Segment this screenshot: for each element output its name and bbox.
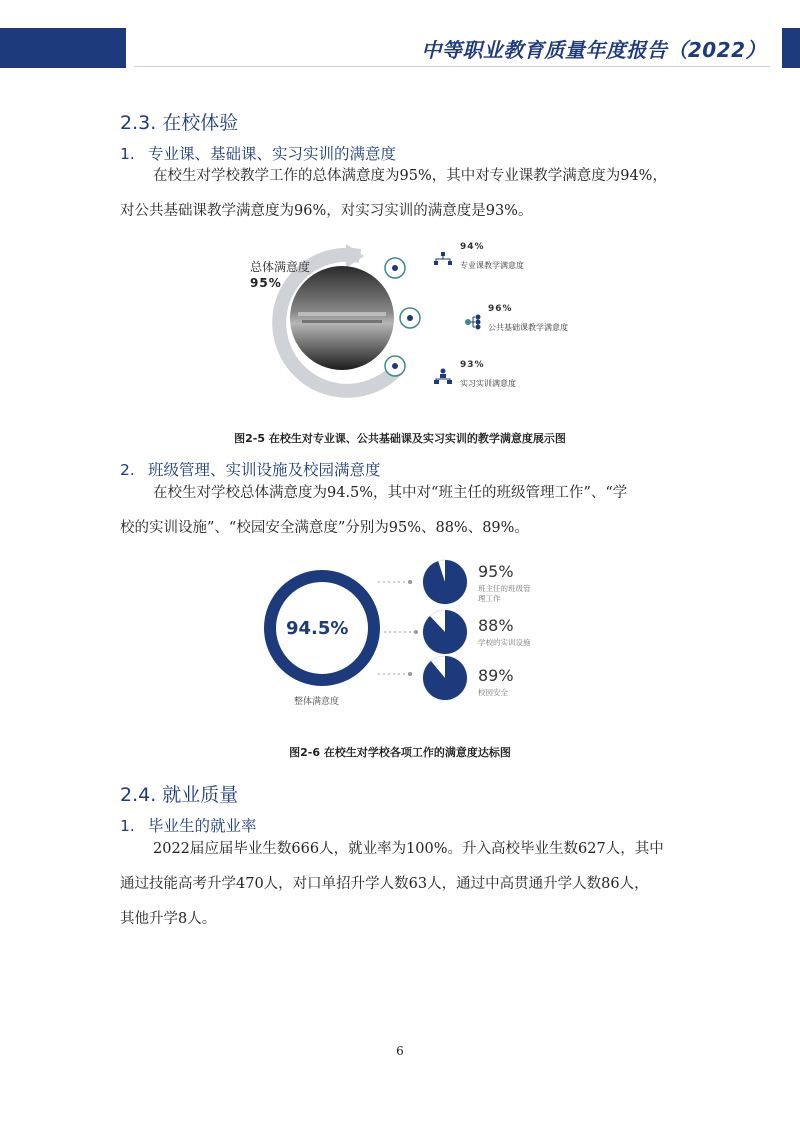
paragraph-line: 在校生对学校教学工作的总体满意度为95%，其中对专业课教学满意度为94%， [153, 168, 667, 184]
paragraph-employment [120, 832, 688, 937]
item-label-line: 理工作 [478, 594, 501, 603]
paragraph-line: 2022届应届毕业生数666人，就业率为100%。升入高校毕业生数627人，其中 [153, 841, 664, 857]
item-pct: 96% [488, 304, 513, 314]
overall-percent: 94.5% [286, 618, 349, 639]
subsection-title: 班级管理、实训设施及校园满意度 [148, 461, 381, 479]
overall-satisfaction-label: 总体满意度 [250, 260, 311, 274]
item-percent: 88% [478, 616, 514, 635]
subsection-title: 毕业生的就业率 [148, 817, 257, 835]
page-number: 6 [396, 1044, 404, 1058]
branch-icon [464, 314, 482, 333]
figure-2-6 [260, 548, 550, 718]
paragraph-line: 在校生对学校总体满意度为94.5%，其中对“班主任的班级管理工作”、“学 [153, 485, 628, 501]
overall-satisfaction-value: 95% [250, 276, 282, 290]
item-label: 公共基础课教学满意度 [488, 323, 568, 332]
item-label-line: 学校的实训设施 [478, 638, 531, 647]
pie-slice [423, 610, 467, 654]
paragraph-line: 通过技能高考升学470人，对口单招升学人数63人，通过中高贯通升学人数86人， [120, 876, 649, 892]
classroom-photo [290, 266, 394, 370]
item-label [478, 688, 508, 698]
item-label: 专业课教学满意度 [460, 261, 524, 270]
person-org-icon [434, 368, 452, 387]
subsection-number: 2. [120, 461, 135, 479]
subsection-number: 1. [120, 145, 135, 163]
header-divider [134, 66, 770, 67]
item-label-line: 校园安全 [478, 688, 508, 697]
header-accent-bar-right [782, 28, 800, 68]
item-pct: 93% [460, 360, 485, 370]
report-header-title: 中等职业教育质量年度报告（2022） [421, 38, 766, 62]
subsection-number: 1. [120, 817, 135, 835]
item-label [478, 638, 531, 648]
paragraph-line: 其他升学8人。 [120, 911, 217, 927]
section-heading-2-4: 2.4. 就业质量 [120, 784, 239, 806]
item-label-line: 班主任的班级管 [478, 584, 531, 593]
paragraph-line: 校的实训设施”、“校园安全满意度”分别为95%、88%、89%。 [120, 520, 529, 536]
figure-2-5 [240, 238, 580, 398]
header-accent-bar-left [0, 28, 126, 68]
paragraph-class-satisfaction [120, 476, 688, 546]
item-label [478, 584, 531, 604]
pie-slice [423, 560, 467, 604]
pie-slice [423, 656, 467, 700]
paragraph-teaching-satisfaction [120, 159, 688, 229]
paragraph-line: 对公共基础课教学满意度为96%，对实习实训的满意度是93%。 [120, 203, 533, 219]
section-heading-2-3: 2.3. 在校体验 [120, 112, 239, 134]
figure-2-5-caption: 图2-5 在校生对专业课、公共基础课及实习实训的教学满意度展示图 [234, 432, 566, 445]
item-label: 实习实训满意度 [460, 379, 516, 388]
item-percent: 89% [478, 666, 514, 685]
figure-2-6-caption: 图2-6 在校生对学校各项工作的满意度达标图 [289, 746, 511, 759]
subsection-title: 专业课、基础课、实习实训的满意度 [148, 145, 397, 163]
item-percent: 95% [478, 562, 514, 581]
cycle-arrow-icon [346, 244, 364, 268]
hierarchy-icon [434, 252, 452, 269]
overall-label: 整体满意度 [294, 697, 340, 707]
item-pct: 94% [460, 242, 485, 252]
